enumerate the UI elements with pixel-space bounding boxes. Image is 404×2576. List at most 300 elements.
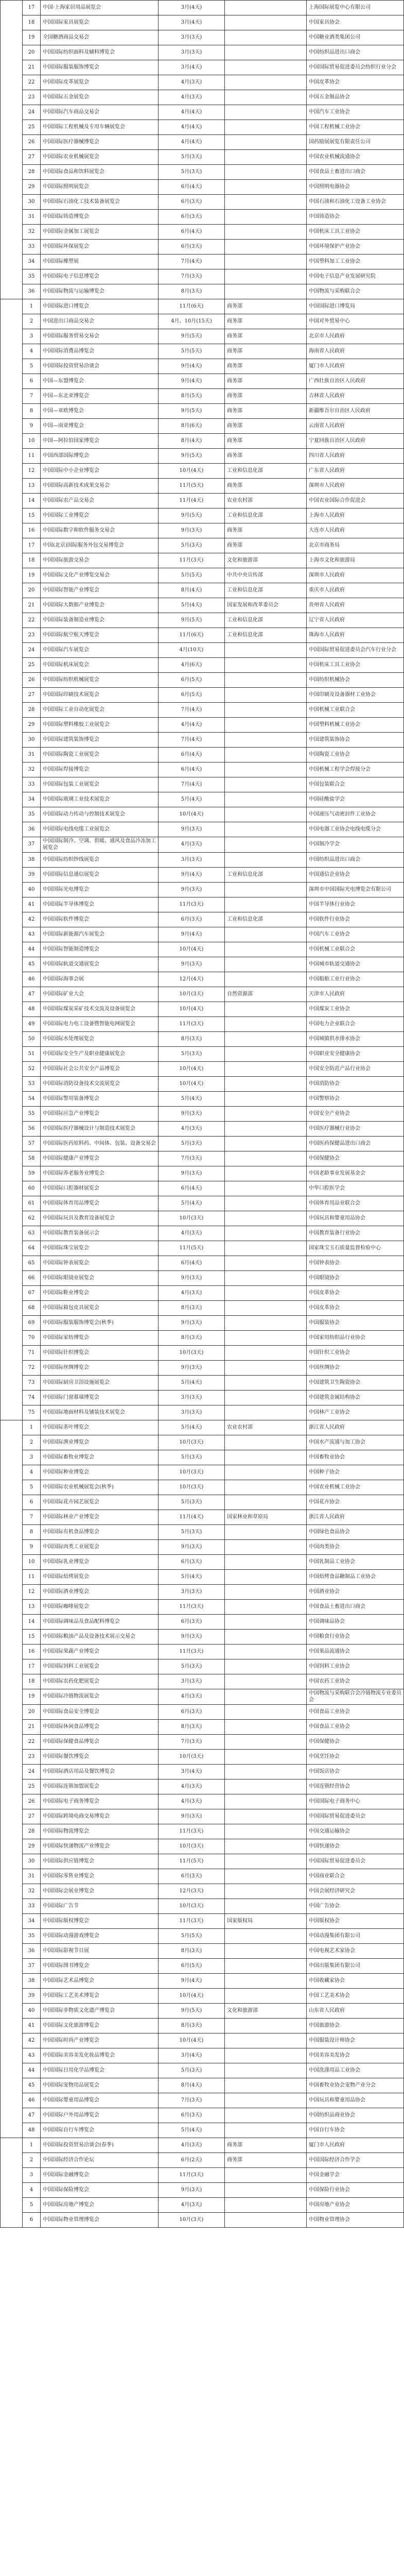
- name-cell: 中国国际金属加工展览会: [41, 225, 159, 240]
- name-cell: 中国国际饲料工业展览会: [41, 1659, 159, 1674]
- name-cell: 中国国际健康产业博览会: [41, 1151, 159, 1166]
- organizer-cell: [225, 105, 307, 120]
- table-row: [1, 1002, 404, 1017]
- date-cell: 10月(3天): [159, 1435, 225, 1450]
- organizer-cell: [225, 1854, 307, 1869]
- number-cell: 30: [23, 195, 41, 210]
- name-cell: 中国国际高新技术成果交易会: [41, 479, 159, 494]
- undertaker-cell: 中国烹饪协会: [307, 1750, 404, 1765]
- name-cell: 中国国际玩具及教育设备展览会: [41, 1211, 159, 1226]
- table-row: [1, 2183, 404, 2198]
- number-cell: 34: [23, 792, 41, 807]
- name-cell: 中国国际婴童用品博览会: [41, 2093, 159, 2108]
- name-cell: 中国国际自行车博览会: [41, 2123, 159, 2138]
- name-cell: 中国国际消费品博览会: [41, 344, 159, 359]
- table-row: [1, 1809, 404, 1824]
- number-cell: 19: [23, 30, 41, 45]
- undertaker-cell: 中国石油和石油化工设备工业协会: [307, 195, 404, 210]
- number-cell: 4: [23, 2183, 41, 2198]
- name-cell: 中国国际服装服饰博览会(秋季): [41, 1316, 159, 1331]
- number-cell: 50: [23, 1032, 41, 1047]
- name-cell: 中国国际工程机械及专用车辆展览会: [41, 120, 159, 135]
- date-cell: 7月(4天): [159, 703, 225, 718]
- category-cell: [1, 1420, 23, 2138]
- table-row: [1, 1929, 404, 1944]
- table-row: [1, 269, 404, 284]
- organizer-cell: [225, 1944, 307, 1959]
- date-cell: 10月(3天): [159, 987, 225, 1002]
- name-cell: 中国国际餐饮博览会: [41, 1750, 159, 1765]
- organizer-cell: [225, 1047, 307, 1062]
- date-cell: 3月(4天): [159, 60, 225, 75]
- date-cell: 8月(3天): [159, 2019, 225, 2033]
- date-cell: 11月(3天): [159, 1600, 225, 1615]
- organizer-cell: [225, 1122, 307, 1137]
- table-body: [1, 1, 404, 2228]
- name-cell: 中国国际陶瓷工业展览会: [41, 748, 159, 762]
- undertaker-cell: 中国医疗器械行业协会: [307, 1122, 404, 1137]
- undertaker-cell: 大连市人民政府: [307, 523, 404, 538]
- name-cell: 中国国际金融博览会: [41, 2168, 159, 2183]
- organizer-cell: [225, 688, 307, 703]
- number-cell: 33: [23, 777, 41, 792]
- name-cell: 中国国际航空航天博览会: [41, 628, 159, 643]
- date-cell: 6月(3天): [159, 912, 225, 927]
- organizer-cell: [225, 1077, 307, 1092]
- date-cell: 9月(4天): [159, 374, 225, 389]
- organizer-cell: [225, 733, 307, 748]
- name-cell: 中国国际新能源汽车展览会: [41, 927, 159, 942]
- undertaker-cell: 中国国际贸易促进委员会纺织行业分会: [307, 60, 404, 75]
- organizer-cell: 商务部: [225, 449, 307, 464]
- table-row: [1, 1914, 404, 1929]
- organizer-cell: [225, 150, 307, 165]
- number-cell: 31: [23, 210, 41, 225]
- name-cell: 中国国际纺织面料及辅料博览会: [41, 45, 159, 60]
- number-cell: 36: [23, 1944, 41, 1959]
- undertaker-cell: 厦门市人民政府: [307, 359, 404, 374]
- table-row: [1, 1241, 404, 1256]
- undertaker-cell: 中国铸造协会: [307, 210, 404, 225]
- date-cell: 8月(4天): [159, 583, 225, 598]
- date-cell: 11月(5天): [159, 1241, 225, 1256]
- date-cell: 8月(3天): [159, 1944, 225, 1959]
- undertaker-cell: 中国玩具和婴童用品协会: [307, 2093, 404, 2108]
- number-cell: 3: [23, 329, 41, 344]
- name-cell: 中国国际门窗幕墙博览会: [41, 1391, 159, 1405]
- number-cell: 14: [23, 494, 41, 509]
- number-cell: 54: [23, 1092, 41, 1107]
- date-cell: 11月(3天): [159, 1645, 225, 1659]
- date-cell: 7月(4天): [159, 733, 225, 748]
- number-cell: 8: [23, 404, 41, 419]
- date-cell: 6月(3天): [159, 240, 225, 255]
- organizer-cell: [225, 2168, 307, 2183]
- number-cell: 5: [23, 359, 41, 374]
- table-row: [1, 120, 404, 135]
- date-cell: 12月(4天): [159, 972, 225, 987]
- undertaker-cell: 中国肉类协会: [307, 1540, 404, 1555]
- organizer-cell: [225, 853, 307, 868]
- date-cell: 3月(3天): [159, 1585, 225, 1600]
- date-cell: 11月(4天): [159, 1510, 225, 1525]
- organizer-cell: [225, 807, 307, 822]
- table-row: [1, 1420, 404, 1435]
- undertaker-cell: 中国花卉协会: [307, 1495, 404, 1510]
- name-cell: 中国国际医疗器械设计与制造技术展览会: [41, 1122, 159, 1137]
- number-cell: 35: [23, 807, 41, 822]
- number-cell: 40: [23, 2004, 41, 2019]
- table-row: [1, 1151, 404, 1166]
- organizer-cell: 工业和信息化部: [225, 613, 307, 628]
- undertaker-cell: 深圳市中国国际光电博览会有限公司: [307, 883, 404, 897]
- table-row: [1, 2138, 404, 2153]
- organizer-cell: [225, 1137, 307, 1151]
- organizer-cell: 商务部: [225, 344, 307, 359]
- name-cell: 中国国际乳业博览会: [41, 1555, 159, 1570]
- organizer-cell: [225, 210, 307, 225]
- number-cell: 8: [23, 1525, 41, 1540]
- undertaker-cell: 中国警察协会: [307, 1092, 404, 1107]
- number-cell: 37: [23, 1959, 41, 1974]
- table-row: [1, 1137, 404, 1151]
- number-cell: 46: [23, 972, 41, 987]
- undertaker-cell: 珠海市人民政府: [307, 628, 404, 643]
- table-row: [1, 1062, 404, 1077]
- name-cell: 中国·上海家居用品展览会: [41, 1, 159, 15]
- undertaker-cell: 云南省人民政府: [307, 419, 404, 434]
- undertaker-cell: 中国国际进口博览局: [307, 299, 404, 314]
- undertaker-cell: 贵州省人民政府: [307, 598, 404, 613]
- date-cell: 9月(5天): [159, 449, 225, 464]
- undertaker-cell: 中国保健协会: [307, 1735, 404, 1750]
- organizer-cell: [225, 60, 307, 75]
- number-cell: 60: [23, 1181, 41, 1196]
- table-row: [1, 1047, 404, 1062]
- undertaker-cell: 广东省人民政府: [307, 464, 404, 479]
- date-cell: 9月(3天): [159, 523, 225, 538]
- date-cell: 10月(4天): [159, 1989, 225, 2004]
- organizer-cell: [225, 1196, 307, 1211]
- organizer-cell: 商务部: [225, 523, 307, 538]
- date-cell: 5月(5天): [159, 344, 225, 359]
- date-cell: 9月(3天): [159, 1107, 225, 1122]
- number-cell: 3: [23, 1450, 41, 1465]
- number-cell: 18: [23, 1674, 41, 1689]
- name-cell: 中国国际半导体博览会: [41, 897, 159, 912]
- number-cell: 29: [23, 1839, 41, 1854]
- name-cell: 中国国际地面材料及铺装技术展览会: [41, 1405, 159, 1420]
- undertaker-cell: 中国服装协会: [307, 1316, 404, 1331]
- date-cell: 8月(4天): [159, 434, 225, 449]
- organizer-cell: [225, 1331, 307, 1346]
- table-row: [1, 1869, 404, 1884]
- undertaker-cell: 中国电子信息产业发展研究院: [307, 269, 404, 284]
- number-cell: 27: [23, 688, 41, 703]
- date-cell: 6月(4天): [159, 1256, 225, 1271]
- undertaker-cell: 中国饭店协会: [307, 1765, 404, 1780]
- date-cell: 6月(4天): [159, 180, 225, 195]
- number-cell: 13: [23, 479, 41, 494]
- table-row: [1, 1032, 404, 1047]
- number-cell: 19: [23, 1689, 41, 1705]
- name-cell: 中国国际水处理展览会: [41, 1032, 159, 1047]
- number-cell: 27: [23, 150, 41, 165]
- table-row: [1, 1884, 404, 1899]
- organizer-cell: [225, 927, 307, 942]
- organizer-cell: 商务部: [225, 2138, 307, 2153]
- name-cell: 中国国际畜牧业博览会: [41, 1450, 159, 1465]
- organizer-cell: [225, 777, 307, 792]
- organizer-cell: [225, 2183, 307, 2198]
- table-row: [1, 329, 404, 344]
- organizer-cell: [225, 2033, 307, 2048]
- undertaker-cell: 中国工艺美术协会: [307, 1989, 404, 2004]
- undertaker-cell: 中国调味品协会: [307, 1615, 404, 1630]
- date-cell: 8月(3天): [159, 284, 225, 299]
- name-cell: 中国国际珠宝展览会: [41, 1241, 159, 1256]
- name-cell: 中国国际酒业博览会: [41, 1585, 159, 1600]
- number-cell: 17: [23, 538, 41, 553]
- undertaker-cell: 中国保险行业协会: [307, 2183, 404, 2198]
- number-cell: 52: [23, 1062, 41, 1077]
- organizer-cell: [225, 2123, 307, 2138]
- name-cell: 中国国际电子商务博览会: [41, 1794, 159, 1809]
- date-cell: 9月(5天): [159, 613, 225, 628]
- undertaker-cell: 中国快递协会: [307, 1839, 404, 1854]
- undertaker-cell: 吉林省人民政府: [307, 389, 404, 404]
- number-cell: 44: [23, 942, 41, 957]
- table-row: [1, 479, 404, 494]
- table-row: [1, 1615, 404, 1630]
- organizer-cell: [225, 1107, 307, 1122]
- undertaker-cell: 中国国际经济合作学会: [307, 2153, 404, 2168]
- number-cell: 4: [23, 1465, 41, 1480]
- name-cell: 中国国际汽车商品交易会: [41, 105, 159, 120]
- organizer-cell: 农业农村部: [225, 1420, 307, 1435]
- organizer-cell: 商务部: [225, 299, 307, 314]
- name-cell: 中国国际智能制造博览会: [41, 942, 159, 957]
- number-cell: 29: [23, 180, 41, 195]
- organizer-cell: [225, 718, 307, 733]
- undertaker-cell: 中国连锁经营协会: [307, 1780, 404, 1794]
- organizer-cell: [225, 2063, 307, 2078]
- table-row: [1, 1346, 404, 1361]
- name-cell: 中国国际建筑装饰博览会: [41, 733, 159, 748]
- undertaker-cell: 中国版权协会: [307, 1914, 404, 1929]
- organizer-cell: [225, 1301, 307, 1316]
- table-row: [1, 180, 404, 195]
- date-cell: 4月(3天): [159, 1286, 225, 1301]
- organizer-cell: [225, 792, 307, 807]
- organizer-cell: [225, 2019, 307, 2033]
- number-cell: 31: [23, 748, 41, 762]
- undertaker-cell: 中国乳制品工业协会: [307, 1555, 404, 1570]
- number-cell: 9: [23, 419, 41, 434]
- undertaker-cell: 中国纺织机械协会: [307, 673, 404, 688]
- number-cell: 25: [23, 1780, 41, 1794]
- undertaker-cell: 中国陶瓷工业协会: [307, 748, 404, 762]
- number-cell: 11: [23, 1570, 41, 1585]
- organizer-cell: [225, 1241, 307, 1256]
- date-cell: 10月(3天): [159, 1750, 225, 1765]
- number-cell: 37: [23, 837, 41, 853]
- organizer-cell: [225, 1824, 307, 1839]
- date-cell: 6月(5天): [159, 673, 225, 688]
- organizer-cell: [225, 1809, 307, 1824]
- organizer-cell: [225, 269, 307, 284]
- number-cell: 30: [23, 1854, 41, 1869]
- name-cell: 中国国际林业产业博览会: [41, 1510, 159, 1525]
- date-cell: 4月(3天): [159, 2138, 225, 2153]
- name-cell: 中国国际口腔器材展览会: [41, 1181, 159, 1196]
- table-row: [1, 2048, 404, 2063]
- organizer-cell: [225, 1450, 307, 1465]
- undertaker-cell: 中国自行车协会: [307, 2123, 404, 2138]
- number-cell: 23: [23, 1750, 41, 1765]
- number-cell: 59: [23, 1166, 41, 1181]
- number-cell: 20: [23, 583, 41, 598]
- name-cell: 中国国际渔业博览会: [41, 1435, 159, 1450]
- organizer-cell: 工业和信息化部: [225, 868, 307, 883]
- organizer-cell: [225, 1256, 307, 1271]
- number-cell: 48: [23, 2123, 41, 2138]
- name-cell: 中国国际动力传动与控制技术展览会: [41, 807, 159, 822]
- organizer-cell: 商务部: [225, 359, 307, 374]
- name-cell: 中国国际休闲食品博览会: [41, 1720, 159, 1735]
- number-cell: 63: [23, 1226, 41, 1241]
- table-row: [1, 1271, 404, 1286]
- name-cell: 中国国际物流博览会: [41, 1824, 159, 1839]
- number-cell: 14: [23, 1615, 41, 1630]
- undertaker-cell: 中国硅酸盐学会: [307, 792, 404, 807]
- number-cell: 17: [23, 1, 41, 15]
- name-cell: 中国国际零售业博览会: [41, 1869, 159, 1884]
- date-cell: 11月(5天): [159, 1854, 225, 1869]
- table-row: [1, 1435, 404, 1450]
- name-cell: 中国国际中小企业博览会: [41, 464, 159, 479]
- organizer-cell: [225, 240, 307, 255]
- table-row: [1, 90, 404, 105]
- number-cell: 2: [23, 2153, 41, 2168]
- table-row: [1, 972, 404, 987]
- number-cell: 35: [23, 269, 41, 284]
- table-row: [1, 807, 404, 822]
- date-cell: 8月(4天): [159, 2078, 225, 2093]
- name-cell: 中国国际服务贸易交易会: [41, 329, 159, 344]
- table-row: [1, 1674, 404, 1689]
- undertaker-cell: 中国制冷学会: [307, 837, 404, 853]
- table-row: [1, 2033, 404, 2048]
- undertaker-cell: 中国皮革协会: [307, 75, 404, 90]
- table-row: [1, 2198, 404, 2213]
- table-row: [1, 1286, 404, 1301]
- name-cell: 中国国际投资贸易洽谈会: [41, 359, 159, 374]
- undertaker-cell: 中国服装设计师协会: [307, 2033, 404, 2048]
- undertaker-cell: 中国林产工业协会: [307, 1405, 404, 1420]
- date-cell: 8月(3天): [159, 1720, 225, 1735]
- organizer-cell: 商务部: [225, 374, 307, 389]
- table-row: [1, 1450, 404, 1465]
- undertaker-cell: 中国印刷及设备器材工业协会: [307, 688, 404, 703]
- name-cell: 中国国际连锁加盟展览会: [41, 1780, 159, 1794]
- date-cell: 9月(3天): [159, 1166, 225, 1181]
- name-cell: 中国国际调味品及食品配料博览会: [41, 1615, 159, 1630]
- name-cell: 中国国际有机食品博览会: [41, 1525, 159, 1540]
- organizer-cell: [225, 1181, 307, 1196]
- undertaker-cell: 中国工程机械工业协会: [307, 120, 404, 135]
- name-cell: 中国国际工业博览会: [41, 509, 159, 523]
- organizer-cell: [225, 748, 307, 762]
- number-cell: 22: [23, 75, 41, 90]
- number-cell: 43: [23, 927, 41, 942]
- date-cell: 9月(3天): [159, 1630, 225, 1645]
- date-cell: 7月(3天): [159, 1735, 225, 1750]
- organizer-cell: [225, 1720, 307, 1735]
- number-cell: 44: [23, 2063, 41, 2078]
- organizer-cell: [225, 135, 307, 150]
- table-row: [1, 1824, 404, 1839]
- organizer-cell: [225, 897, 307, 912]
- table-row: [1, 1630, 404, 1645]
- table-row: [1, 777, 404, 792]
- number-cell: 4: [23, 344, 41, 359]
- number-cell: 1: [23, 1420, 41, 1435]
- number-cell: 26: [23, 1794, 41, 1809]
- number-cell: 40: [23, 883, 41, 897]
- undertaker-cell: 中国水产流通与加工协会: [307, 1435, 404, 1450]
- organizer-cell: [225, 1869, 307, 1884]
- organizer-cell: [225, 2048, 307, 2063]
- table-row: [1, 1839, 404, 1854]
- number-cell: 16: [23, 523, 41, 538]
- table-row: [1, 105, 404, 120]
- name-cell: 中国—阿拉伯国家博览会: [41, 434, 159, 449]
- date-cell: 11月(3天): [159, 1914, 225, 1929]
- number-cell: 45: [23, 2078, 41, 2093]
- table-row: [1, 1017, 404, 1032]
- organizer-cell: [225, 1286, 307, 1301]
- date-cell: 9月(3天): [159, 1540, 225, 1555]
- table-row: [1, 449, 404, 464]
- number-cell: 68: [23, 1301, 41, 1316]
- number-cell: 30: [23, 733, 41, 748]
- undertaker-cell: 中国五金制品协会: [307, 90, 404, 105]
- organizer-cell: [225, 255, 307, 269]
- organizer-cell: 工业和信息化部: [225, 509, 307, 523]
- undertaker-cell: 上海市人民政府: [307, 509, 404, 523]
- undertaker-cell: 中国消防协会: [307, 1077, 404, 1092]
- number-cell: 53: [23, 1077, 41, 1092]
- organizer-cell: 工业和信息化部: [225, 583, 307, 598]
- table-row: [1, 225, 404, 240]
- organizer-cell: 自然资源部: [225, 987, 307, 1002]
- category-cell: [1, 299, 23, 1420]
- name-cell: 中国国际冷链物流展览会: [41, 1689, 159, 1705]
- organizer-cell: [225, 1899, 307, 1914]
- date-cell: 5月(3天): [159, 1137, 225, 1151]
- organizer-cell: [225, 1794, 307, 1809]
- undertaker-cell: 深圳市人民政府: [307, 568, 404, 583]
- category-cell: [1, 2138, 23, 2228]
- date-cell: 5月(3天): [159, 150, 225, 165]
- date-cell: 11月(6天): [159, 299, 225, 314]
- number-cell: 6: [23, 1495, 41, 1510]
- table-row: [1, 942, 404, 957]
- date-cell: 5月(4天): [159, 1420, 225, 1435]
- date-cell: 3月(4天): [159, 15, 225, 30]
- name-cell: 中国国际警用装备博览会: [41, 1092, 159, 1107]
